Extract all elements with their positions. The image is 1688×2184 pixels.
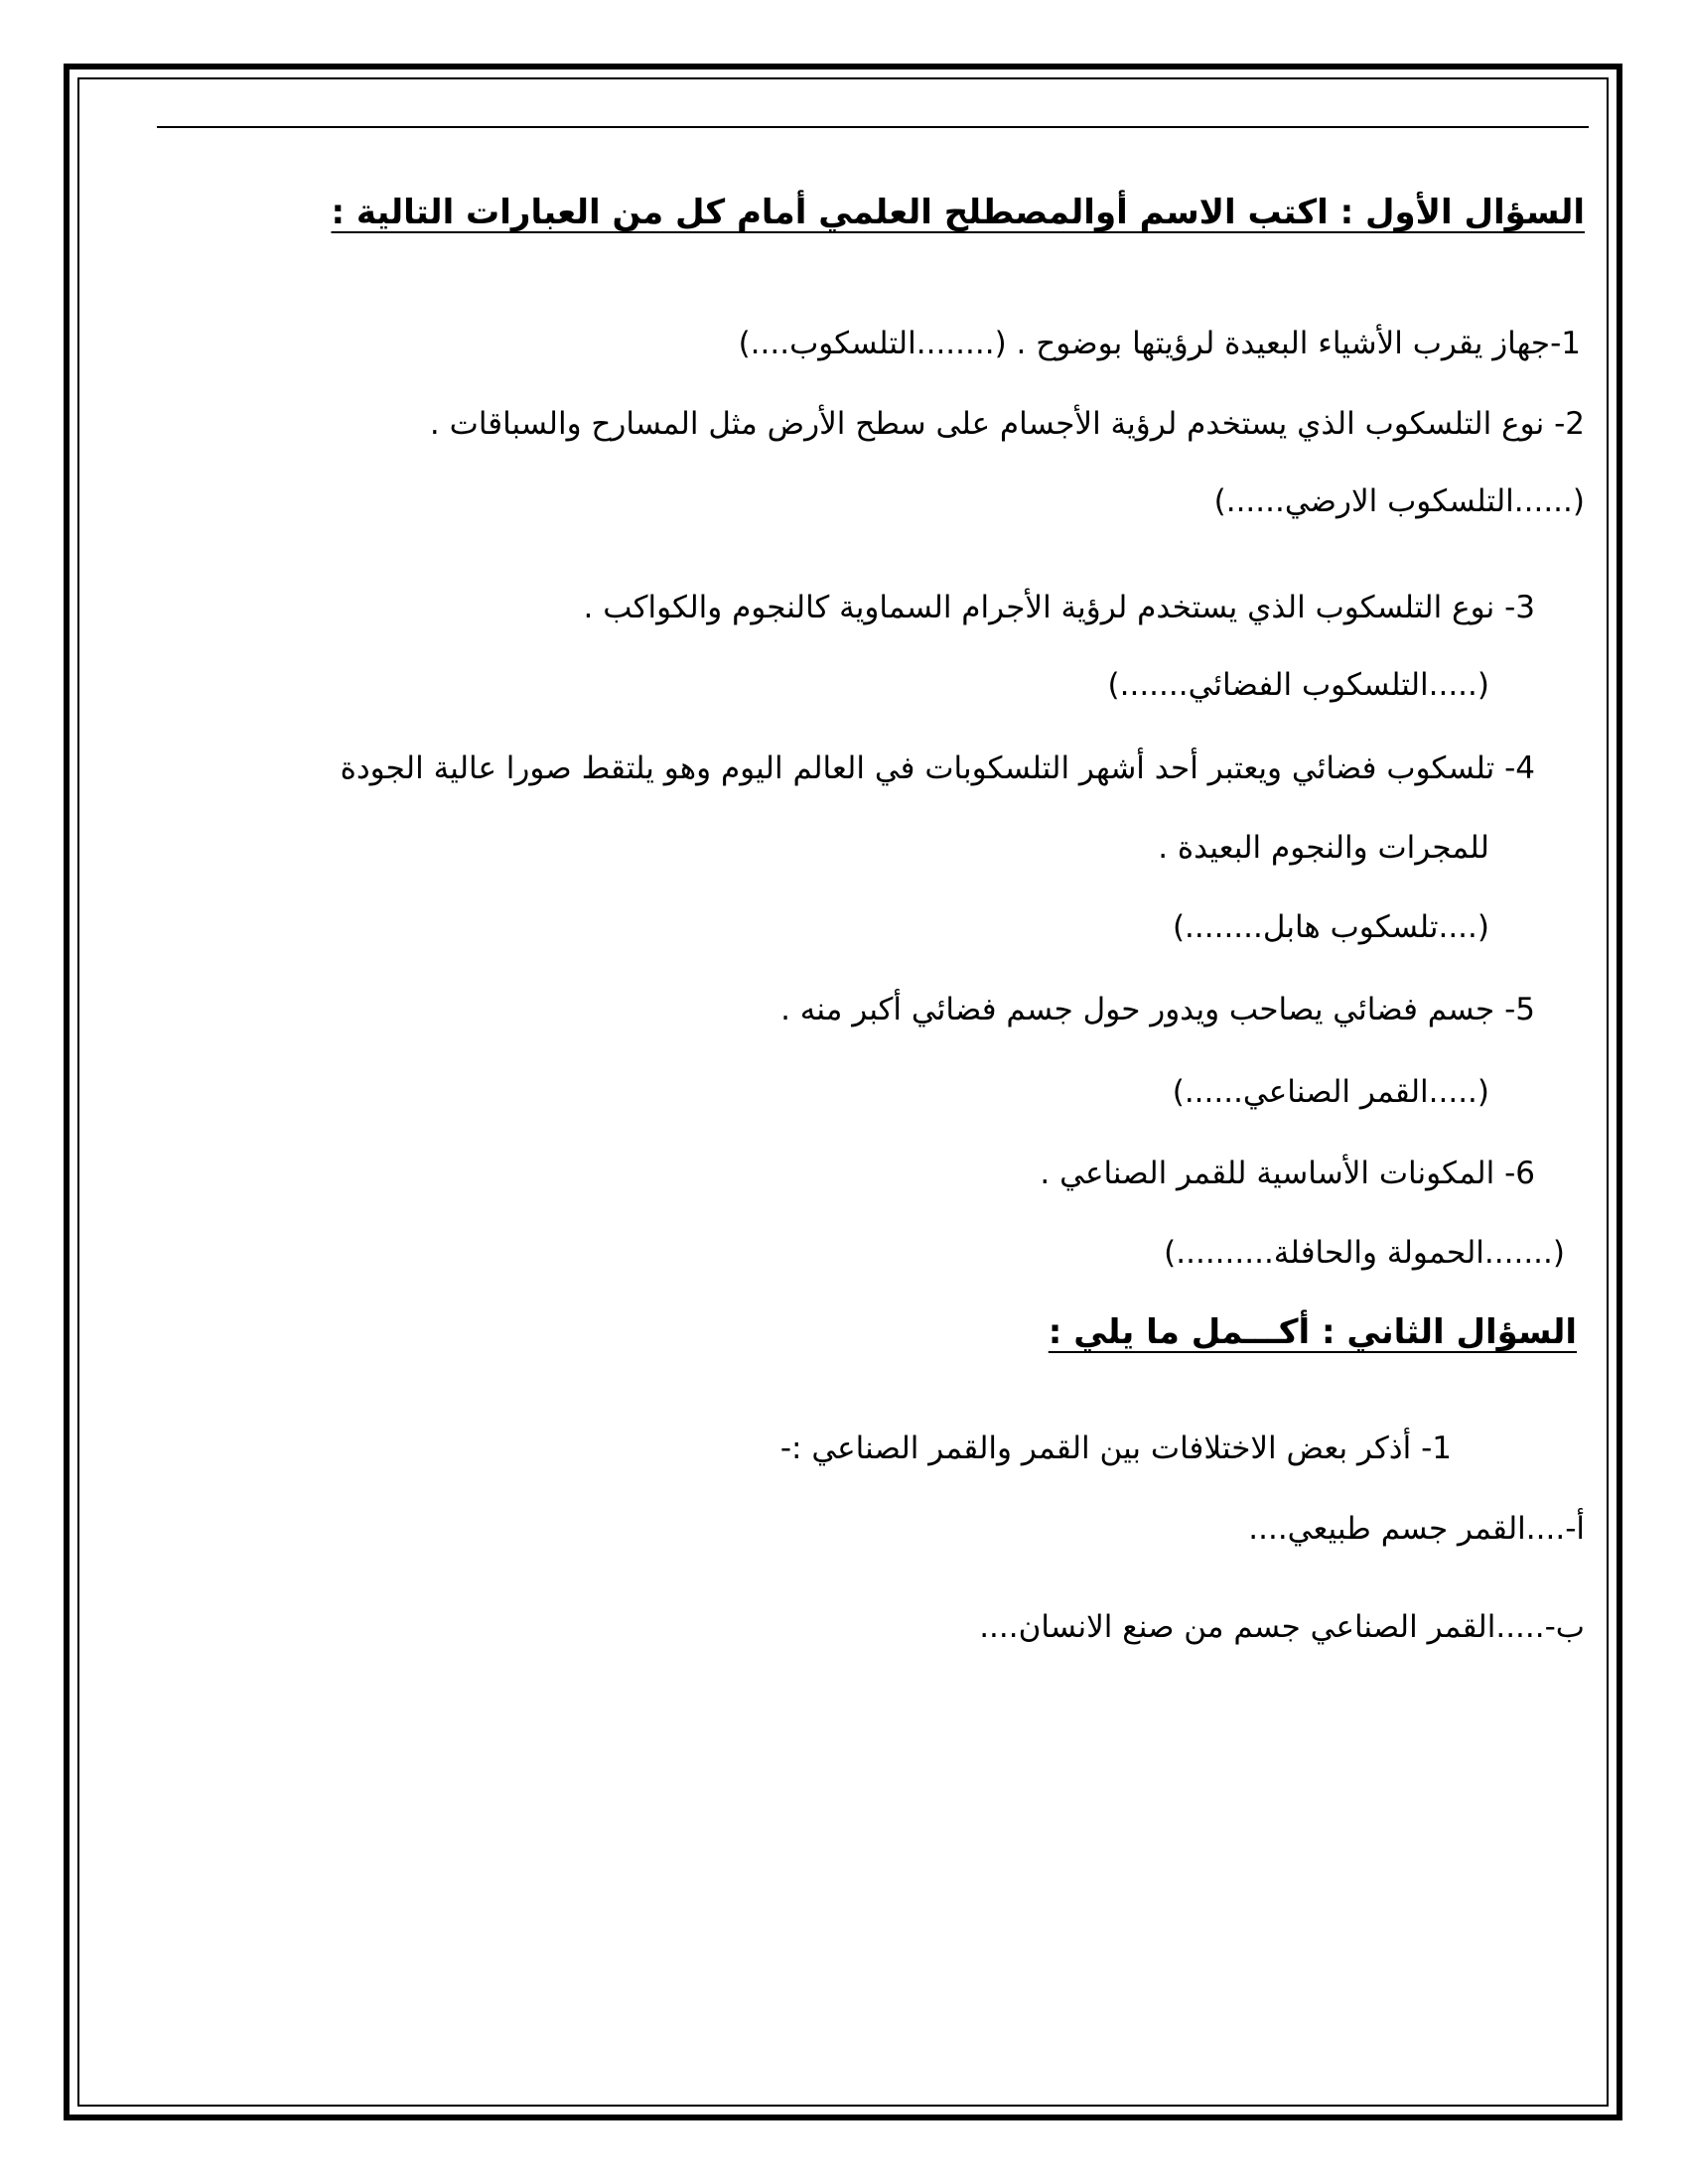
q1-item-1: 1-جهاز يقرب الأشياء البعيدة لرؤيتها بوضوح . (........التلسكوب....) bbox=[738, 326, 1581, 361]
q1-item-6-question: 6- المكونات الأساسية للقمر الصناعي . bbox=[1040, 1156, 1535, 1191]
q1-item-5-answer: (.....القمر الصناعي......) bbox=[1172, 1074, 1489, 1110]
q1-item-6-answer: (.......الحمولة والحافلة..........) bbox=[1164, 1235, 1565, 1271]
q1-item-4-question-line-1: 4- تلسكوب فضائي ويعتبر أحد أشهر التلسكوبات في العالم اليوم وهو يلتقط صورا عالية الجودة bbox=[340, 751, 1535, 786]
question-2-title: السؤال الثاني : أكـــمل ما يلي : bbox=[1048, 1312, 1577, 1352]
q2-answer-a: أ-....القمر جسم طبيعي.... bbox=[1248, 1511, 1585, 1547]
q1-item-3-question: 3- نوع التلسكوب الذي يستخدم لرؤية الأجرام السماوية كالنجوم والكواكب . bbox=[583, 590, 1535, 625]
top-rule bbox=[157, 126, 1589, 128]
q1-item-2-answer: (......التلسكوب الارضي......) bbox=[1213, 483, 1585, 519]
question-1-title: السؤال الأول : اكتب الاسم أوالمصطلح العلمي أمام كل من العبارات التالية : bbox=[331, 193, 1585, 232]
q2-answer-b: ب-.....القمر الصناعي جسم من صنع الانسان.... bbox=[979, 1609, 1585, 1645]
q2-item-1: 1- أذكر بعض الاختلافات بين القمر والقمر الصناعي :- bbox=[779, 1431, 1452, 1466]
q1-item-3-answer: (.....التلسكوب الفضائي.......) bbox=[1107, 667, 1489, 703]
q1-item-4-answer: (....تلسكوب هابل........) bbox=[1172, 909, 1489, 945]
q1-item-4-question-line-2: للمجرات والنجوم البعيدة . bbox=[1158, 830, 1489, 866]
q1-item-5-question: 5- جسم فضائي يصاحب ويدور حول جسم فضائي أكبر منه . bbox=[780, 992, 1535, 1027]
q1-item-2-question: 2- نوع التلسكوب الذي يستخدم لرؤية الأجسام على سطح الأرض مثل المسارح والسباقات . bbox=[429, 406, 1585, 442]
